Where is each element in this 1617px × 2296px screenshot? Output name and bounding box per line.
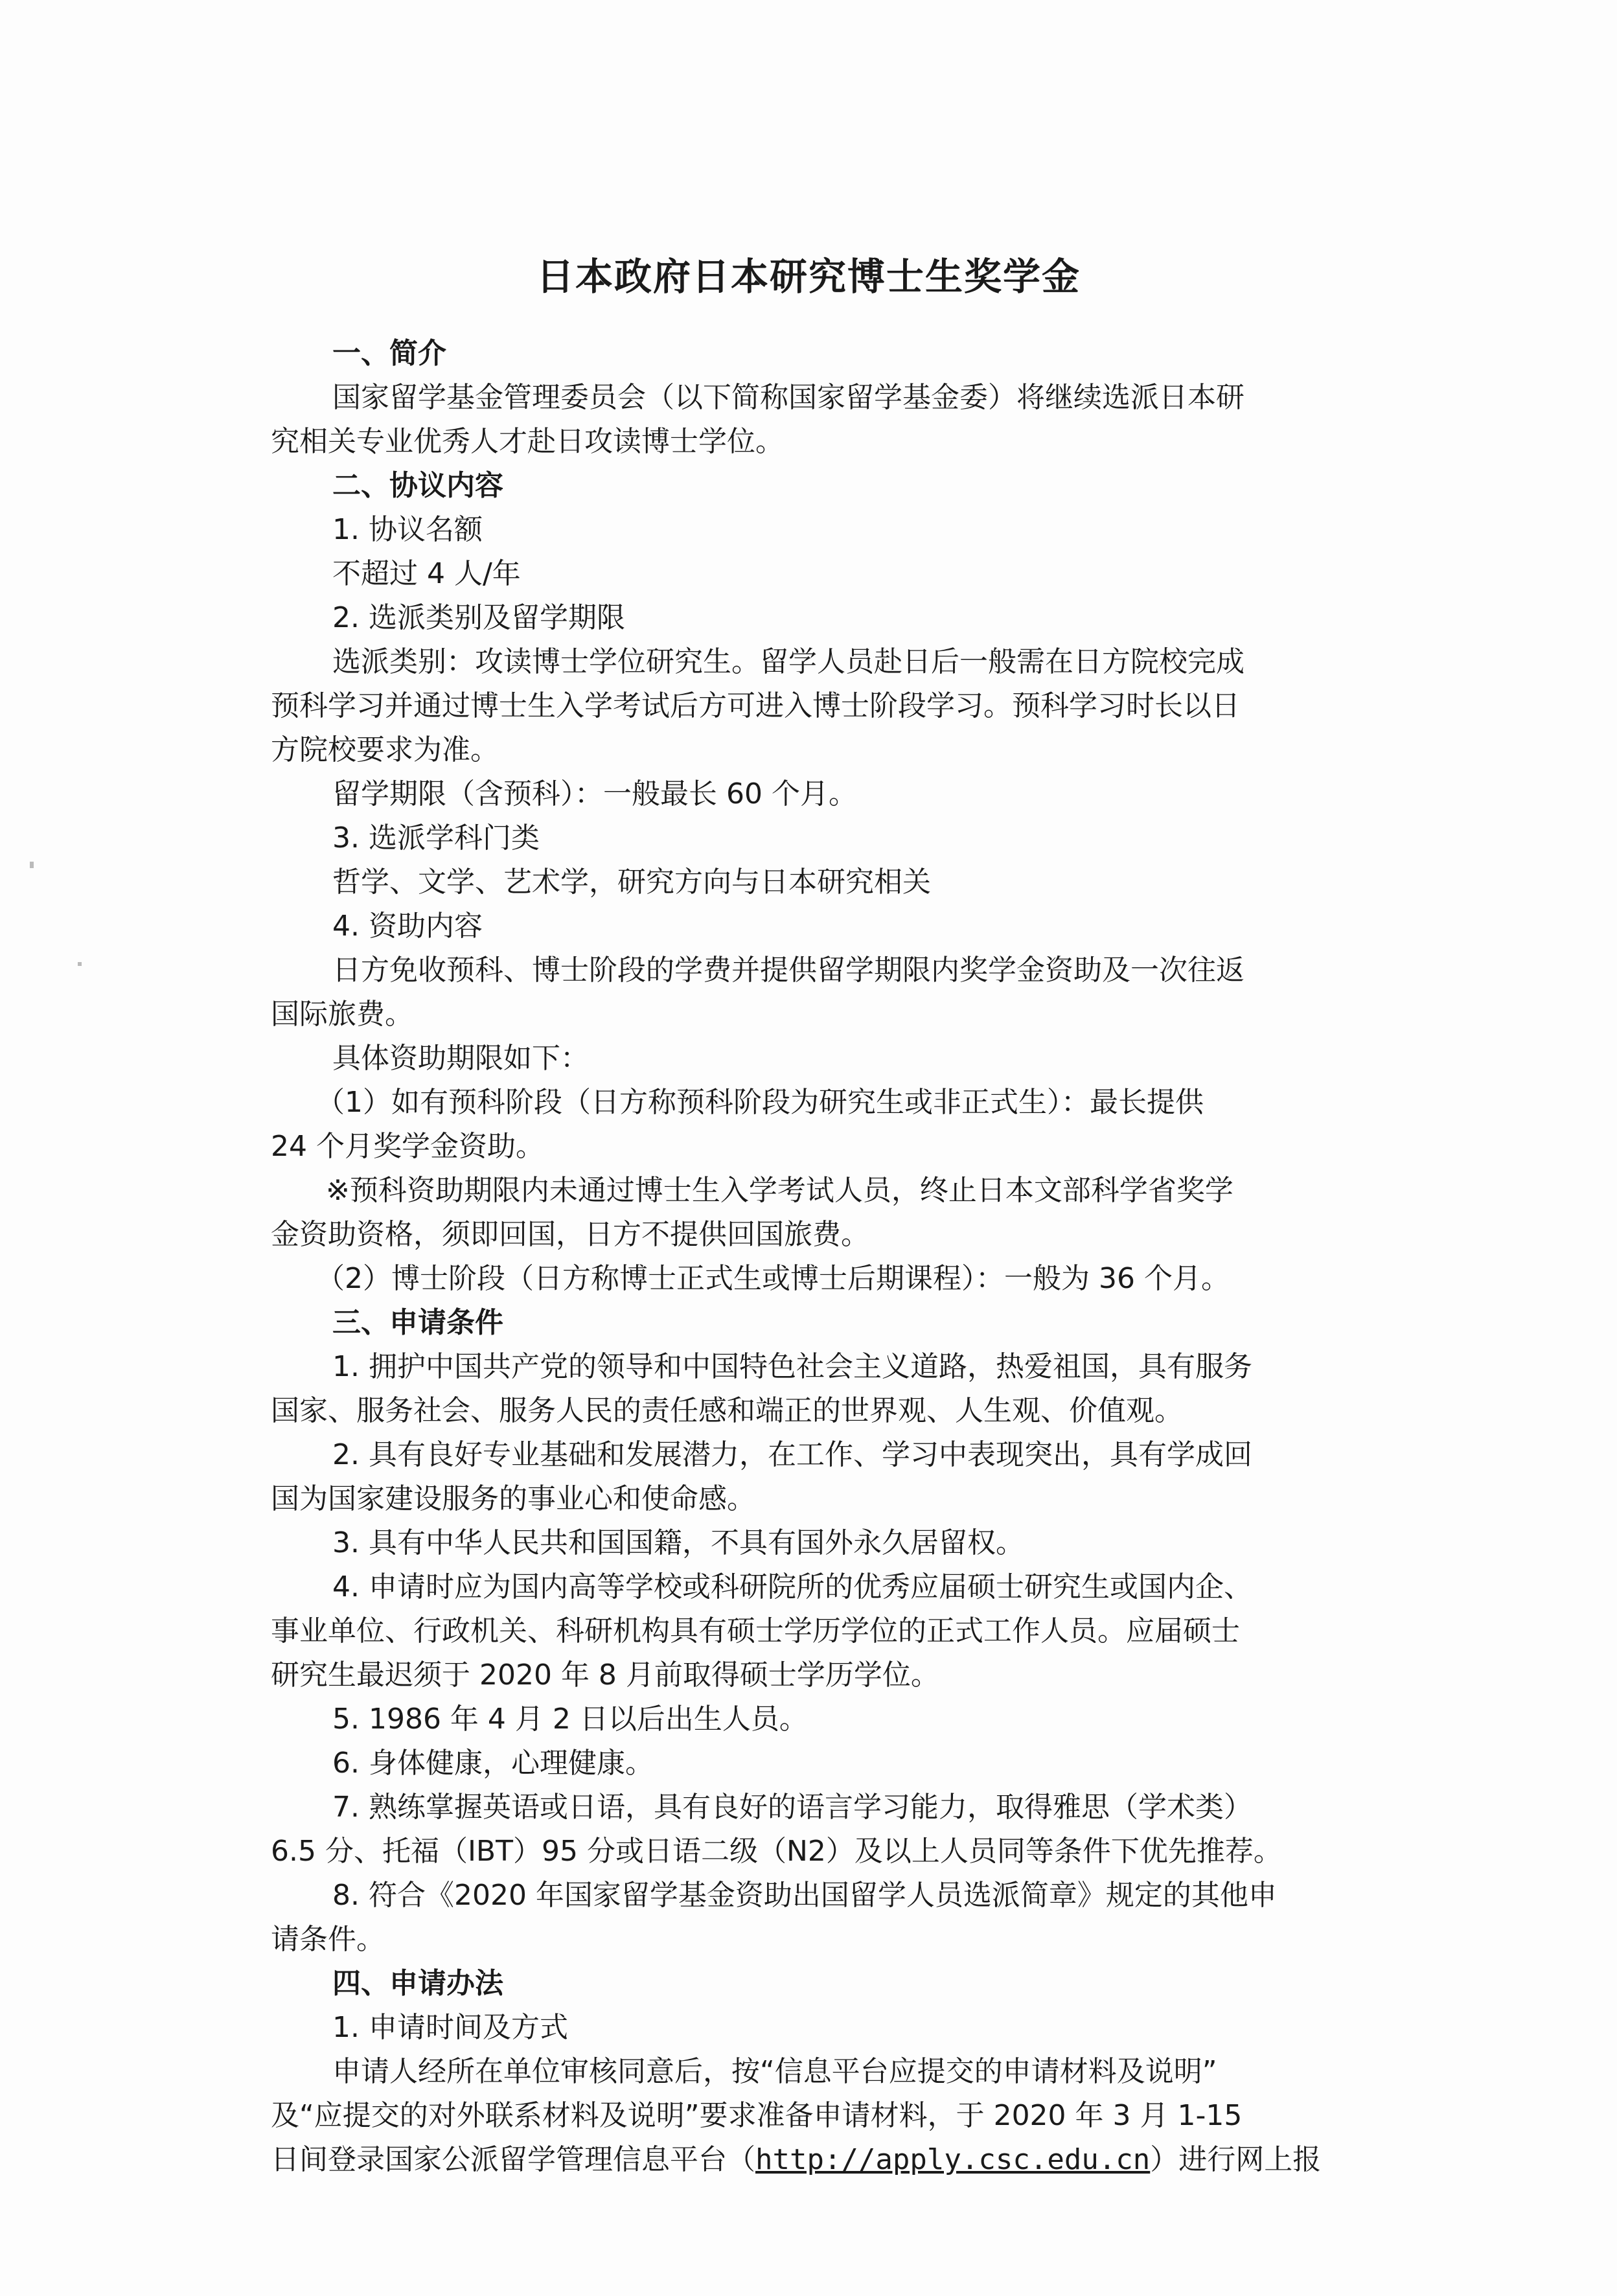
note-line: ※预科资助期限内未通过博士生入学考试人员，终止日本文部科学省奖学	[326, 1174, 1233, 1207]
paragraph-line: 国际旅费。	[271, 998, 413, 1031]
list-item: 7. 熟练掌握英语或日语，具有良好的语言学习能力，取得雅思（学术类）	[332, 1791, 1252, 1824]
paragraph-line: 具体资助期限如下：	[332, 1042, 589, 1075]
paragraph-line: 及“应提交的对外联系材料及说明”要求准备申请材料，于 2020 年 3 月 1-15	[271, 2099, 1243, 2132]
platform-link[interactable]: http://apply.csc.edu.cn	[755, 2143, 1151, 2176]
scan-mark	[78, 962, 82, 966]
paragraph-line: 国家留学基金管理委员会（以下简称国家留学基金委）将继续选派日本研	[332, 381, 1244, 414]
paragraph-text: 日间登录国家公派留学管理信息平台（	[271, 2143, 755, 2176]
list-item: 6. 身体健康，心理健康。	[332, 1747, 654, 1780]
list-item: 6.5 分、托福（IBT）95 分或日语二级（N2）及以上人员同等条件下优先推荐。	[271, 1835, 1282, 1868]
list-item: 8. 符合《2020 年国家留学基金资助出国留学人员选派简章》规定的其他申	[332, 1879, 1277, 1912]
document-body	[271, 332, 1333, 2182]
list-item: 国家、服务社会、服务人民的责任感和端正的世界观、人生观、价值观。	[271, 1394, 1183, 1427]
item-title: 2. 选派类别及留学期限	[332, 601, 625, 634]
paragraph-line: 日方免收预科、博士阶段的学费并提供留学期限内奖学金资助及一次往返	[332, 954, 1244, 987]
paragraph-line: 24 个月奖学金资助。	[271, 1130, 544, 1163]
item-title: 1. 协议名额	[332, 513, 483, 546]
paragraph-line: 申请人经所在单位审核同意后，按“信息平台应提交的申请材料及说明”	[332, 2055, 1217, 2088]
list-item: 5. 1986 年 4 月 2 日以后出生人员。	[332, 1703, 808, 1736]
list-item: 4. 申请时应为国内高等学校或科研院所的优秀应届硕士研究生或国内企、	[332, 1570, 1252, 1603]
paragraph-line: 不超过 4 人/年	[332, 557, 521, 590]
paragraph-line: 方院校要求为准。	[271, 733, 499, 766]
paragraph-line: （2）博士阶段（日方称博士正式生或博士后期课程）：一般为 36 个月。	[316, 1262, 1230, 1295]
item-title: 4. 资助内容	[332, 910, 483, 943]
note-line: 金资助资格，须即回国，日方不提供回国旅费。	[271, 1218, 869, 1251]
paragraph-line: （1）如有预科阶段（日方称预科阶段为研究生或非正式生）：最长提供	[316, 1086, 1204, 1119]
section-heading-method: 四、申请办法	[332, 1967, 503, 2000]
paragraph-line: 哲学、文学、艺术学，研究方向与日本研究相关	[332, 866, 931, 899]
section-heading-agreement: 二、协议内容	[332, 469, 503, 502]
item-title: 3. 选派学科门类	[332, 821, 540, 855]
section-heading-conditions: 三、申请条件	[332, 1306, 503, 1339]
paragraph-line: 究相关专业优秀人才赴日攻读博士学位。	[271, 425, 784, 458]
item-title: 1. 申请时间及方式	[332, 2011, 568, 2044]
paragraph-line: 留学期限（含预科）：一般最长 60 个月。	[332, 777, 857, 810]
list-item: 2. 具有良好专业基础和发展潜力，在工作、学习中表现突出，具有学成回	[332, 1438, 1252, 1471]
list-item: 请条件。	[271, 1923, 385, 1956]
list-item: 1. 拥护中国共产党的领导和中国特色社会主义道路，热爱祖国，具有服务	[332, 1350, 1252, 1383]
scan-mark	[30, 862, 34, 868]
paragraph-line	[271, 2138, 1333, 2182]
document-title: 日本政府日本研究博士生奖学金	[536, 255, 1081, 299]
list-item: 3. 具有中华人民共和国国籍，不具有国外永久居留权。	[332, 1526, 1024, 1559]
section-heading-intro: 一、简介	[332, 337, 446, 370]
paragraph-text: ）进行网上报	[1150, 2143, 1322, 2176]
paragraph-line: 预科学习并通过博士生入学考试后方可进入博士阶段学习。预科学习时长以日	[271, 689, 1240, 722]
list-item: 事业单位、行政机关、科研机构具有硕士学历学位的正式工作人员。应届硕士	[271, 1614, 1240, 1647]
list-item: 国为国家建设服务的事业心和使命感。	[271, 1482, 755, 1515]
list-item: 研究生最迟须于 2020 年 8 月前取得硕士学历学位。	[271, 1659, 939, 1692]
paragraph-line: 选派类别：攻读博士学位研究生。留学人员赴日后一般需在日方院校完成	[332, 645, 1244, 678]
